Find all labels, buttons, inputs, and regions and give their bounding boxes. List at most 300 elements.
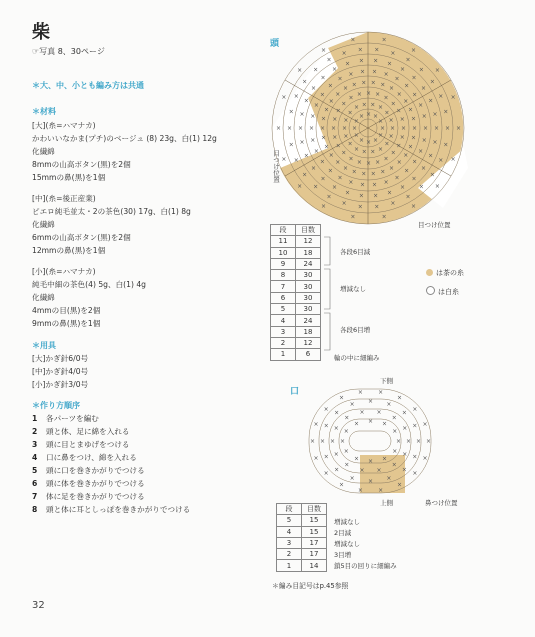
head-label: 頭: [270, 39, 280, 49]
stitch-mark: ×: [421, 165, 427, 172]
head-chart: [268, 28, 468, 228]
stitch-mark: ×: [412, 405, 418, 413]
stitch-mark: ×: [443, 141, 449, 149]
mouth-note: 3目増: [334, 551, 352, 559]
stitch-mark: ×: [310, 113, 316, 121]
stitch-mark: ×: [368, 458, 374, 465]
stitch-mark: ×: [375, 91, 381, 99]
stitch-mark: ×: [320, 74, 326, 82]
stitch-mark: ×: [382, 455, 388, 463]
stitch-mark: ×: [281, 155, 287, 163]
stitch-mark: ×: [411, 47, 417, 55]
stitch-mark: ×: [450, 94, 456, 102]
mouth-rounds-table: [276, 503, 327, 572]
stitch-mark: ×: [341, 100, 347, 108]
stitch-mark: ×: [391, 414, 397, 422]
stitch-mark: ×: [374, 46, 380, 54]
stitch-mark: ×: [375, 158, 381, 166]
mouth-note: 2目減: [334, 529, 352, 537]
stitch-mark: ×: [370, 148, 376, 156]
stitch-mark: ×: [368, 478, 374, 485]
materials-large-line: 化繊綿: [32, 147, 55, 156]
stitch-mark: ×: [366, 90, 372, 97]
stitch-mark: ×: [422, 455, 428, 463]
stitch-mark: ×: [374, 203, 380, 211]
stitch-mark: ×: [390, 149, 396, 157]
stitch-mark: ×: [408, 106, 414, 114]
stitch-mark: ×: [412, 470, 418, 478]
stitch-mark: ×: [342, 125, 348, 132]
stitch-mark: ×: [299, 139, 305, 147]
stitch-mark: ×: [421, 136, 427, 144]
stitch-mark: ×: [429, 171, 435, 179]
materials-small-line: 4mmの目(黒)を2個: [32, 306, 101, 315]
stitch-mark: ×: [392, 428, 398, 435]
tool-item: [中]かぎ針4/0号: [32, 367, 89, 376]
stitch-mark: ×: [383, 155, 389, 163]
stitch-mark: ×: [405, 56, 411, 64]
head-note: 各段6目減: [340, 248, 371, 256]
stitch-mark: ×: [373, 192, 379, 200]
step-item: 4 口に鼻をつけ、綿を入れる: [32, 453, 137, 462]
stitch-mark: ×: [434, 182, 440, 190]
materials-large-line: かわいいなかま(プチ)のベージュ (8) 23g、白(1) 12g: [32, 134, 217, 143]
table-row: 2 17: [277, 549, 327, 560]
stitch-mark: ×: [351, 81, 357, 89]
head-note: 増減なし: [340, 285, 366, 293]
stitch-mark: ×: [343, 133, 349, 141]
stitch-mark: ×: [287, 125, 293, 132]
stitch-mark: ×: [445, 125, 451, 132]
stitch-mark: ×: [378, 145, 384, 153]
stitch-mark: ×: [411, 134, 417, 142]
stitch-mark: ×: [426, 438, 432, 445]
stitch-mark: ×: [332, 115, 338, 123]
table-header: 目数: [302, 504, 327, 515]
mouth-top-label: 上側: [380, 499, 393, 507]
stitch-mark: ×: [381, 213, 387, 221]
stitch-mark: ×: [323, 453, 329, 461]
stitch-mark: ×: [302, 78, 308, 86]
stitch-mark: ×: [373, 57, 379, 65]
stitch-mark: ×: [396, 142, 402, 150]
stitch-mark: ×: [421, 85, 427, 92]
steps-heading: ＊作り方順序: [32, 401, 80, 410]
stitch-mark: ×: [456, 125, 462, 132]
head-note: 各段6目増: [340, 326, 371, 334]
stitch-mark: ×: [302, 171, 308, 179]
stitch-mark: ×: [399, 134, 405, 142]
stitch-mark: ×: [432, 139, 438, 147]
stitch-mark: ×: [347, 140, 353, 148]
stitch-mark: ×: [337, 75, 343, 83]
stitch-mark: ×: [366, 111, 372, 118]
stitch-mark: ×: [372, 68, 378, 76]
stitch-mark: ×: [361, 148, 367, 156]
stitch-mark: ×: [378, 118, 384, 125]
stitch-mark: ×: [403, 98, 409, 105]
stitch-mark: ×: [328, 152, 334, 159]
stitch-mark: ×: [332, 134, 338, 142]
materials-large-line: 8mmの山高ボタン(黒)を2個: [32, 160, 131, 169]
stitch-mark: ×: [373, 137, 379, 145]
stitch-mark: ×: [345, 60, 351, 68]
stitch-mark: ×: [354, 455, 360, 463]
photo-reference: ☞写真 8、30ページ: [32, 47, 105, 56]
stitch-mark: ×: [320, 125, 326, 132]
stitch-mark: ×: [358, 192, 364, 200]
head-eye-label: 目つけ位置: [418, 221, 451, 229]
stitch-mark: ×: [381, 36, 387, 44]
stitch-mark: ×: [288, 141, 294, 149]
stitch-mark: ×: [332, 183, 338, 191]
materials-medium-line: [中](糸=後正産業): [32, 194, 96, 203]
stitch-mark: ×: [293, 157, 299, 165]
stitch-mark: ×: [421, 113, 427, 121]
stitch-mark: ×: [370, 170, 376, 178]
table-row: 7 30: [271, 281, 321, 292]
stitch-mark: ×: [378, 104, 384, 112]
stitch-mark: ×: [366, 160, 372, 167]
legend-brown: は茶の糸: [426, 268, 464, 278]
stitch-mark: ×: [323, 470, 329, 478]
stitch-mark: ×: [327, 82, 333, 90]
stitch-mark: ×: [400, 66, 406, 74]
stitch-mark: ×: [384, 109, 390, 117]
stitch-mark: ×: [297, 67, 303, 75]
stitch-mark: ×: [411, 115, 417, 123]
stitch-mark: ×: [349, 401, 355, 408]
stitch-mark: ×: [368, 398, 374, 405]
stitch-mark: ×: [347, 109, 353, 117]
stitch-mark: ×: [298, 125, 304, 132]
stitch-mark: ×: [335, 107, 341, 115]
stitch-mark: ×: [321, 115, 327, 123]
stitch-mark: ×: [401, 466, 407, 474]
stitch-mark: ×: [376, 408, 382, 416]
stitch-mark: ×: [360, 68, 366, 76]
stitch-mark: ×: [432, 110, 438, 118]
stitch-mark: ×: [382, 420, 388, 428]
stitch-mark: ×: [412, 158, 418, 166]
stitch-mark: ×: [402, 451, 408, 458]
table-row: 2 12: [271, 337, 321, 348]
stitch-mark: ×: [412, 91, 418, 99]
stitch-mark: ×: [339, 394, 345, 402]
stitch-mark: ×: [319, 91, 325, 99]
brown-swatch-icon: [426, 269, 433, 276]
stitch-mark: ×: [297, 182, 303, 190]
stitch-mark: ×: [357, 388, 363, 396]
stitch-mark: ×: [345, 189, 351, 197]
materials-large-line: [大](糸=ハマナカ): [32, 121, 96, 130]
stitch-mark: ×: [360, 181, 366, 189]
stitch-mark: ×: [443, 108, 449, 116]
stitch-mark: ×: [326, 193, 332, 201]
stitch-mark: ×: [388, 116, 394, 124]
stitch-mark: ×: [396, 107, 402, 115]
stitch-mark: ×: [383, 94, 389, 102]
stitch-mark: ×: [387, 189, 393, 197]
stitch-mark: ×: [389, 85, 395, 93]
stitch-mark: ×: [311, 85, 317, 92]
stitch-mark: ×: [344, 414, 350, 422]
stitch-mark: ×: [418, 66, 424, 74]
stitch-mark: ×: [343, 116, 349, 124]
stitch-mark: ×: [343, 85, 349, 93]
stitch-mark: ×: [390, 200, 396, 208]
stitch-mark: ×: [303, 97, 309, 105]
stitch-mark: ×: [341, 200, 347, 208]
table-row: 5 30: [271, 304, 321, 315]
materials-small-line: 9mmの鼻(黒)を1個: [32, 319, 101, 328]
stitch-mark: ×: [390, 49, 396, 57]
stitch-mark: ×: [388, 133, 394, 141]
table-row: 3 17: [277, 537, 327, 548]
stitch-mark: ×: [380, 81, 386, 89]
stitch-mark: ×: [438, 157, 444, 165]
table-row: 9 24: [271, 258, 321, 269]
stitch-mark: ×: [326, 56, 332, 64]
materials-large-line: 15mmの鼻(黒)を1個: [32, 173, 106, 182]
stitch-mark: ×: [434, 125, 440, 132]
stitch-mark: ×: [335, 90, 341, 98]
stitch-mark: ×: [401, 125, 407, 132]
stitch-mark: ×: [438, 92, 444, 100]
head-brackets: [322, 235, 338, 363]
materials-medium-line: 化繊綿: [32, 220, 55, 229]
stitch-mark: ×: [418, 148, 424, 156]
stitch-mark: ×: [397, 481, 403, 489]
mouth-bottom-label: 下側: [380, 377, 393, 385]
stitch-mark: ×: [310, 438, 316, 445]
tool-item: [小]かぎ針3/0号: [32, 380, 89, 389]
stitch-mark: ×: [404, 167, 410, 175]
stitch-mark: ×: [348, 179, 354, 187]
stitch-mark: ×: [354, 420, 360, 428]
mouth-note: 鎖5目の回りに細編み: [334, 562, 397, 570]
stitch-mark: ×: [411, 74, 417, 82]
materials-small-line: 純毛中細の茶色(4) 5g、白(1) 4g: [32, 280, 146, 289]
stitch-mark: ×: [330, 438, 336, 445]
stitch-mark: ×: [356, 91, 362, 99]
stitch-mark: ×: [320, 438, 326, 445]
materials-heading: ＊材料: [32, 107, 56, 116]
stitch-mark: ×: [321, 47, 327, 55]
stitch-mark: ×: [380, 125, 386, 132]
stitch-mark: ×: [333, 451, 339, 458]
stitch-mark: ×: [333, 425, 339, 432]
stitch-mark: ×: [351, 168, 357, 176]
stitch-mark: ×: [423, 125, 429, 132]
step-item: 7 体に足を巻きかがりでつける: [32, 492, 145, 501]
stitch-mark: ×: [321, 134, 327, 142]
stitch-mark: ×: [324, 143, 330, 151]
stitch-mark: ×: [404, 82, 410, 90]
stitch-mark: ×: [403, 152, 409, 159]
stitch-mark: ×: [359, 112, 365, 120]
stitch-mark: ×: [359, 467, 365, 475]
stitch-mark: ×: [372, 181, 378, 189]
stitch-mark: ×: [400, 183, 406, 191]
stitch-mark: ×: [394, 75, 400, 83]
mouth-stitches: [310, 389, 431, 494]
stitch-mark: ×: [335, 159, 341, 167]
stitch-mark: ×: [311, 165, 317, 172]
stitch-mark: ×: [335, 142, 341, 150]
stitch-mark: ×: [396, 159, 402, 167]
mouth-note: 増減なし: [334, 518, 360, 526]
stitch-mark: ×: [356, 158, 362, 166]
table-header: 目数: [296, 225, 321, 236]
stitch-mark: ×: [344, 461, 350, 469]
stitch-mark: ×: [324, 106, 330, 114]
stitch-mark: ×: [309, 125, 315, 132]
stitch-mark: ×: [361, 101, 367, 109]
stitch-mark: ×: [353, 118, 359, 125]
stitch-mark: ×: [340, 438, 346, 445]
stitch-mark: ×: [313, 420, 319, 428]
table-row: 3 18: [271, 326, 321, 337]
stitch-mark: ×: [343, 448, 349, 455]
stitch-mark: ×: [422, 420, 428, 428]
white-swatch-icon: [426, 286, 435, 295]
mouth-label: 口: [290, 387, 300, 397]
stitch-mark: ×: [321, 202, 327, 210]
table-row: 10 18: [271, 247, 321, 258]
stitch-mark: ×: [378, 132, 384, 139]
stitch-mark: ×: [343, 428, 349, 435]
stitch-mark: ×: [293, 92, 299, 100]
stitch-mark: ×: [418, 183, 424, 191]
table-row: 4 24: [271, 315, 321, 326]
mouth-chart: [305, 385, 435, 497]
stitch-mark: ×: [412, 453, 418, 461]
stitch-mark: ×: [389, 164, 395, 172]
stitch-mark: ×: [348, 94, 354, 102]
table-row: 1 6: [271, 349, 321, 360]
stitch-mark: ×: [390, 100, 396, 108]
stitch-mark: ×: [428, 97, 434, 105]
stitch-mark: ×: [341, 149, 347, 157]
stitch-mark: ×: [276, 125, 282, 132]
stitch-mark: ×: [313, 455, 319, 463]
stitch-mark: ×: [358, 57, 364, 65]
stitch-mark: ×: [328, 98, 334, 105]
materials-small-line: [小](糸=ハマナカ): [32, 267, 96, 276]
table-row: 11 12: [271, 236, 321, 247]
stitch-mark: ×: [428, 152, 434, 160]
stitch-mark: ×: [313, 183, 319, 191]
step-item: 5 頭に口を巻きかがりでつける: [32, 466, 145, 475]
stitch-mark: ×: [341, 49, 347, 57]
table-row: 6 30: [271, 292, 321, 303]
stitch-mark: ×: [368, 418, 374, 425]
stitch-mark: ×: [327, 167, 333, 175]
step-item: 3 頭に目とまゆげをつける: [32, 440, 130, 449]
stitch-mark: ×: [350, 36, 356, 44]
table-row: 8 30: [271, 270, 321, 281]
stitch-mark: ×: [357, 487, 363, 495]
page-title: 柴: [32, 22, 50, 43]
stitch-mark: ×: [411, 202, 417, 210]
table-row: 1 14: [277, 560, 327, 571]
step-item: 6 頭に体を巻きかがりでつける: [32, 479, 145, 488]
stitch-mark: ×: [370, 101, 376, 109]
stitch-mark: ×: [299, 110, 305, 118]
stitch-mark: ×: [378, 487, 384, 495]
stitch-mark: ×: [331, 125, 337, 132]
stitch-mark: ×: [418, 101, 424, 109]
stitch-mark: ×: [281, 94, 287, 102]
stitch-mark: ×: [411, 175, 417, 183]
stitch-mark: ×: [366, 139, 372, 146]
stitch-mark: ×: [383, 70, 389, 78]
head-rounds-table: [270, 224, 321, 361]
step-item: 2 頭と体、足に綿を入れる: [32, 427, 130, 436]
stitch-mark: ×: [373, 112, 379, 120]
materials-medium-line: 12mmの鼻(黒)を1個: [32, 246, 106, 255]
materials-small-line: 化繊綿: [32, 293, 55, 302]
stitch-mark: ×: [396, 90, 402, 98]
stitch-mark: ×: [406, 438, 412, 445]
stitch-mark: ×: [313, 101, 319, 109]
stitch-mark: ×: [354, 145, 360, 153]
stitch-mark: ×: [412, 422, 418, 430]
stitch-mark: ×: [450, 155, 456, 163]
stitch-mark: ×: [313, 148, 319, 156]
table-header: 段: [277, 504, 302, 515]
stitch-mark: ×: [416, 438, 422, 445]
stitch-mark: ×: [434, 67, 440, 75]
stitch-mark: ×: [402, 425, 408, 432]
stitch-mark: ×: [408, 143, 414, 151]
stitch-mark: ×: [352, 125, 358, 132]
materials-medium-line: 6mmの山高ボタン(黒)を2個: [32, 233, 131, 242]
stitch-mark: ×: [401, 409, 407, 417]
stitch-mark: ×: [378, 388, 384, 396]
stitch-mark: ×: [337, 174, 343, 182]
stitch-mark: ×: [359, 408, 365, 416]
stitch-mark: ×: [334, 409, 340, 417]
stitch-mark: ×: [405, 193, 411, 201]
stitch-mark: ×: [376, 467, 382, 475]
head-note: 輪の中に細編み: [334, 354, 380, 362]
materials-medium-line: ピエロ純毛並太・2の茶色(30) 17g、白(1) 8g: [32, 207, 191, 216]
stitch-mark: ×: [380, 168, 386, 176]
stitch-mark: ×: [339, 481, 345, 489]
page-number: 32: [32, 600, 45, 611]
stitch-mark: ×: [313, 66, 319, 74]
stitch-mark: ×: [320, 175, 326, 183]
stitch-mark: ×: [391, 461, 397, 469]
legend-white: は白糸: [426, 286, 459, 297]
stitch-mark: ×: [399, 115, 405, 123]
stitch-mark: ×: [387, 60, 393, 68]
stitch-mark: ×: [397, 394, 403, 402]
table-header: 段: [271, 225, 296, 236]
stitch-mark: ×: [353, 132, 359, 139]
stitch-mark: ×: [390, 125, 396, 132]
table-row: 4 15: [277, 526, 327, 537]
mouth-note: 増減なし: [334, 540, 360, 548]
step-item: 8 頭と体に耳としっぽを巻きかがりでつける: [32, 505, 191, 514]
mouth-nose-label: 鼻つけ位置: [425, 499, 458, 507]
stitch-mark: ×: [323, 422, 329, 430]
stitch-mark: ×: [396, 438, 402, 445]
stitch-mark: ×: [310, 136, 316, 144]
stitch-mark: ×: [334, 466, 340, 474]
